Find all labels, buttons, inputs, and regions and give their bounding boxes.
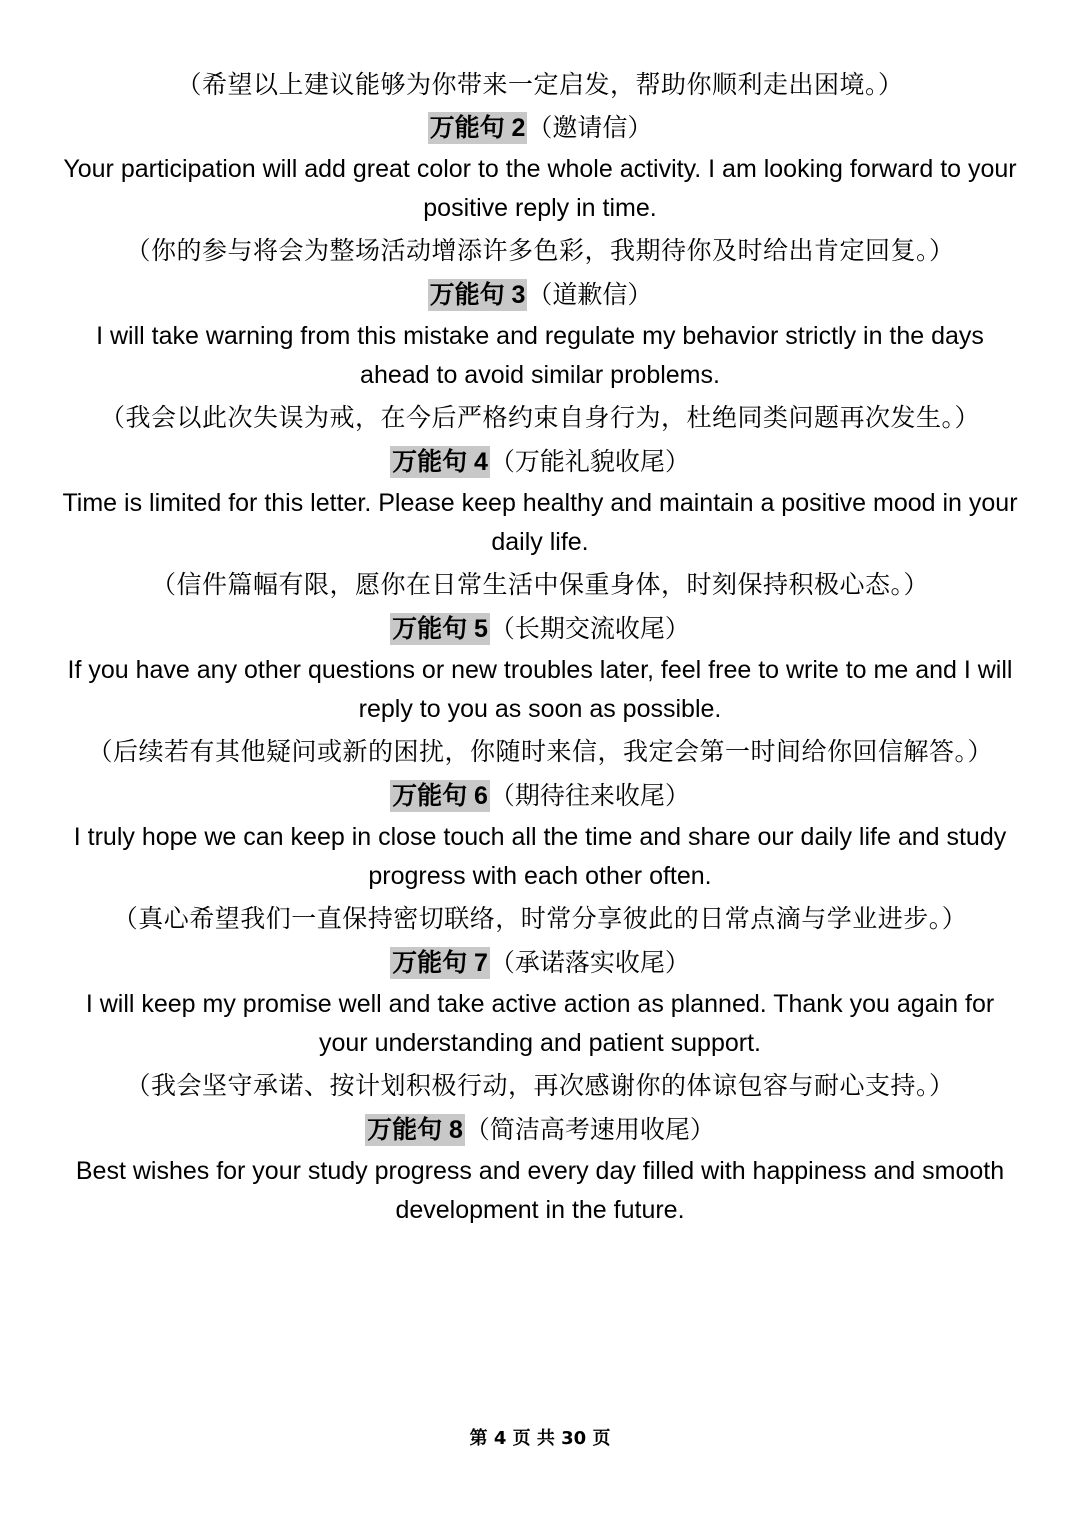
sentence-heading — [40, 1108, 1040, 1152]
sentence-type-note: （道歉信） — [527, 280, 653, 309]
english-sentence: I truly hope we can keep in close touch all the time and share our daily life and study progress with each other often. — [73, 823, 1007, 890]
chinese-translation: （信件篇幅有限，愿你在日常生活中保重身体，时刻保持积极心态。） — [150, 570, 929, 599]
english-sentence: Best wishes for your study progress and every day filled with happiness and smooth development in the future. — [75, 1157, 1005, 1224]
english-sentence: Time is limited for this letter. Please keep healthy and maintain a positive mood in your daily life. — [62, 489, 1018, 556]
sentence-block-4 — [40, 440, 1040, 607]
sentence-heading — [40, 106, 1040, 150]
sentence-block-2 — [40, 106, 1040, 273]
chinese-translation: （我会坚守承诺、按计划积极行动，再次感谢你的体谅包容与耐心支持。） — [125, 1071, 955, 1100]
chinese-translation: （你的参与将会为整场活动增添许多色彩，我期待你及时给出肯定回复。） — [125, 236, 955, 265]
sentence-block-8 — [40, 1108, 1040, 1230]
sentence-block-7 — [40, 941, 1040, 1108]
english-sentence: Your participation will add great color to the whole activity. I am looking forward to your positive reply in time. — [63, 155, 1017, 222]
english-sentence: I will keep my promise well and take active action as planned. Thank you again for your understanding and patient support. — [85, 990, 995, 1057]
sentence-type-note: （承诺落实收尾） — [489, 948, 690, 977]
sentence-type-note: （邀请信） — [527, 113, 653, 142]
intro-translation: （希望以上建议能够为你带来一定启发，帮助你顺利走出困境。） — [176, 70, 904, 99]
sentence-block-6 — [40, 774, 1040, 941]
page-number-footer: 第 4 页 共 30 页 — [469, 1428, 611, 1449]
sentence-heading — [40, 440, 1040, 484]
chinese-translation: （真心希望我们一直保持密切联络，时常分享彼此的日常点滴与学业进步。） — [112, 904, 968, 933]
sentence-block-3 — [40, 273, 1040, 440]
sentence-heading — [40, 774, 1040, 818]
sentence-heading — [40, 941, 1040, 985]
sentence-type-note: （期待往来收尾） — [489, 781, 690, 810]
sentence-type-note: （长期交流收尾） — [489, 614, 690, 643]
sentence-heading — [40, 273, 1040, 317]
chinese-translation: （后续若有其他疑问或新的困扰，你随时来信，我定会第一时间给你回信解答。） — [87, 737, 994, 766]
sentence-type-note: （万能礼貌收尾） — [489, 447, 690, 476]
sentence-tag: 万能句 2 — [429, 114, 526, 142]
sentence-heading — [40, 607, 1040, 651]
document-body — [40, 64, 1040, 1230]
sentence-tag: 万能句 8 — [367, 1116, 463, 1144]
english-sentence: I will take warning from this mistake and regulate my behavior strictly in the days ahead to avoid similar problems. — [96, 322, 984, 389]
sentence-tag: 万能句 3 — [429, 281, 526, 309]
sentence-type-note: （简洁高考速用收尾） — [464, 1115, 715, 1144]
sentence-block-5 — [40, 607, 1040, 774]
chinese-translation: （我会以此次失误为戒，在今后严格约束自身行为，杜绝同类问题再次发生。） — [99, 403, 980, 432]
sentence-tag: 万能句 5 — [392, 615, 488, 643]
english-sentence: If you have any other questions or new troubles later, feel free to write to me and I will reply to you as soon as possible. — [67, 656, 1013, 723]
sentence-tag: 万能句 6 — [392, 782, 488, 810]
sentence-tag: 万能句 7 — [392, 949, 488, 977]
sentence-tag: 万能句 4 — [392, 448, 488, 476]
